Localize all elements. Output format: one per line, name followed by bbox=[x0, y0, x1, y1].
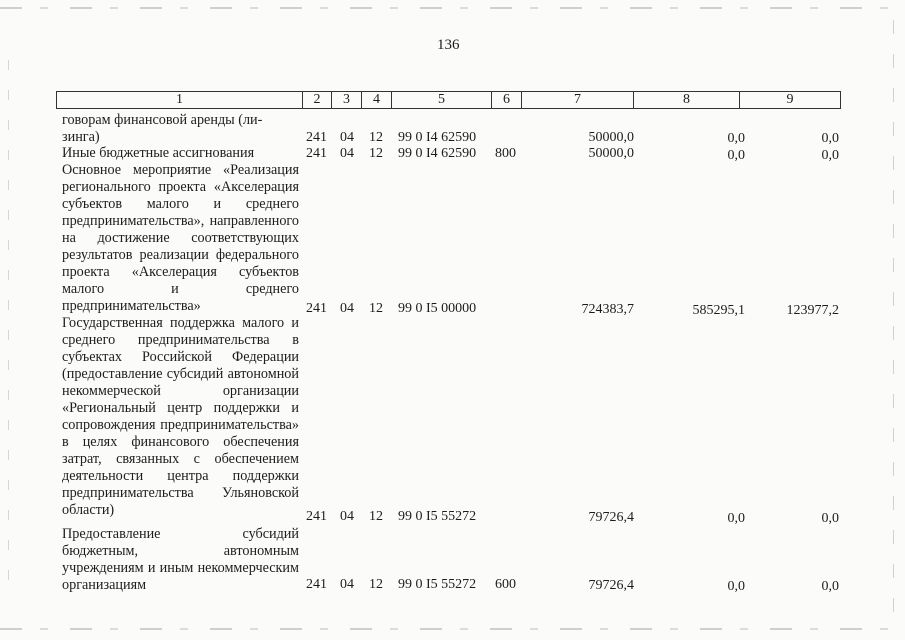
row-col-5: 99 0 I4 62590 bbox=[398, 130, 477, 145]
row-col-3: 04 bbox=[340, 509, 354, 524]
header-col-9: 9 bbox=[740, 91, 841, 109]
row-col-8: 0,0 bbox=[727, 131, 745, 146]
row-col-4: 12 bbox=[369, 130, 383, 145]
scan-edge-left bbox=[8, 60, 9, 600]
header-col-7: 7 bbox=[522, 91, 634, 109]
header-col-6: 6 bbox=[492, 91, 522, 109]
row-col-7: 79726,4 bbox=[588, 578, 634, 593]
row-col-9: 0,0 bbox=[821, 579, 839, 594]
page-number: 136 bbox=[437, 37, 460, 53]
row-col-5: 99 0 I5 00000 bbox=[398, 301, 477, 316]
header-col-4: 4 bbox=[362, 91, 392, 109]
header-col-2: 2 bbox=[303, 91, 332, 109]
row-col-7: 50000,0 bbox=[588, 146, 634, 161]
row-col-3: 04 bbox=[340, 301, 354, 316]
row-col-6: 600 bbox=[495, 577, 516, 592]
row-col-5: 99 0 I5 55272 bbox=[398, 577, 477, 592]
row-col-7: 50000,0 bbox=[588, 130, 634, 145]
row-col-2: 241 bbox=[306, 577, 327, 592]
header-col-5: 5 bbox=[392, 91, 492, 109]
row-col-7: 79726,4 bbox=[588, 510, 634, 525]
header-col-8: 8 bbox=[634, 91, 740, 109]
row-col-4: 12 bbox=[369, 577, 383, 592]
row-col-9: 123977,2 bbox=[786, 303, 839, 318]
row-col-3: 04 bbox=[340, 577, 354, 592]
row-col-6: 800 bbox=[495, 146, 516, 161]
row-col-2: 241 bbox=[306, 509, 327, 524]
row-col-3: 04 bbox=[340, 130, 354, 145]
row-col-8: 0,0 bbox=[727, 148, 745, 163]
row-col-2: 241 bbox=[306, 130, 327, 145]
row-col-8: 585295,1 bbox=[692, 303, 745, 318]
row-col-9: 0,0 bbox=[821, 148, 839, 163]
row-col-5: 99 0 I5 55272 bbox=[398, 509, 477, 524]
row-col-8: 0,0 bbox=[727, 511, 745, 526]
row-col-4: 12 bbox=[369, 509, 383, 524]
scan-edge-top bbox=[0, 7, 905, 9]
row-col-4: 12 bbox=[369, 301, 383, 316]
header-col-3: 3 bbox=[332, 91, 362, 109]
scan-edge-bottom bbox=[0, 628, 905, 630]
header-col-1: 1 bbox=[56, 91, 303, 109]
scan-edge-right bbox=[893, 20, 894, 620]
row-col-9: 0,0 bbox=[821, 131, 839, 146]
row-description: Основное мероприятие «Реализация регионального проекта «Акселерация субъектов малого и среднего предпринимательства», направленного на достижение соответствующих результатов реализации федерального проекта «Акселерация субъектов малого и среднего предпринимательства» bbox=[62, 162, 299, 314]
row-col-5: 99 0 I4 62590 bbox=[398, 146, 477, 161]
row-description: Государственная поддержка малого и среднего предпринимательства в субъектах Российской Федерации (предоставление субсидий автономной некоммерческой организации «Региональный центр поддержки и сопровождения предпринимательства» в целях финансового обеспечения затрат, связанных с обеспечением деятельности центра поддержки предпринимательства Ульяновской области) bbox=[62, 315, 299, 518]
row-col-2: 241 bbox=[306, 301, 327, 316]
row-col-8: 0,0 bbox=[727, 579, 745, 594]
row-description: говорам финансовой аренды (ли- зинга) bbox=[62, 112, 263, 145]
row-description: Предоставление субсидий бюджетным, автономным учреждениям и иным некоммерческим организациям bbox=[62, 526, 299, 593]
row-col-9: 0,0 bbox=[821, 511, 839, 526]
row-col-2: 241 bbox=[306, 146, 327, 161]
row-col-3: 04 bbox=[340, 146, 354, 161]
row-description: Иные бюджетные ассигнования bbox=[62, 145, 255, 161]
row-col-4: 12 bbox=[369, 146, 383, 161]
row-col-7: 724383,7 bbox=[581, 302, 634, 317]
